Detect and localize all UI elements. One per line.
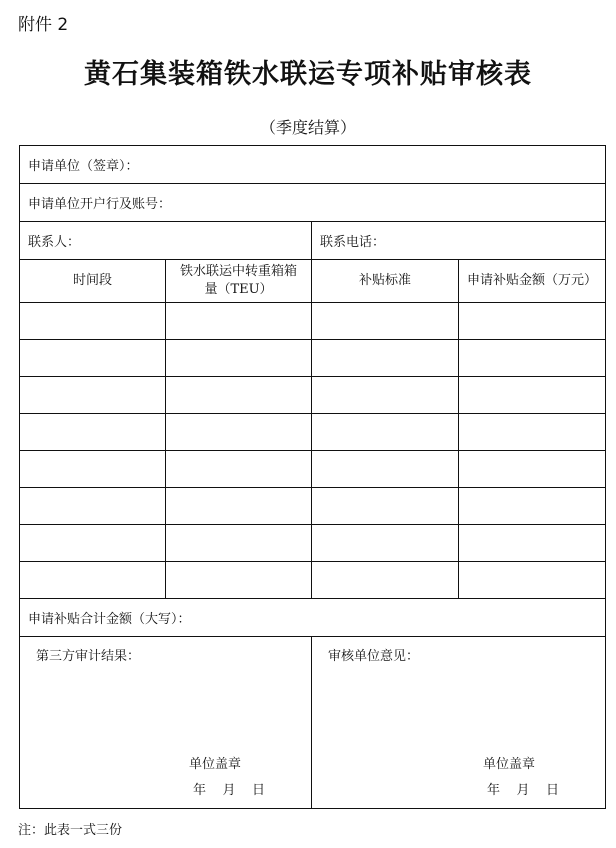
- table-row: [20, 377, 606, 414]
- table-cell[interactable]: [459, 562, 606, 599]
- audit-seal-label: 单位盖章: [188, 757, 241, 772]
- table-cell[interactable]: [166, 562, 312, 599]
- table-row: [20, 340, 606, 377]
- table-cell[interactable]: [312, 303, 459, 340]
- table-cell[interactable]: [20, 525, 166, 562]
- table-cell[interactable]: [20, 377, 166, 414]
- table-row: [20, 488, 606, 525]
- contact-phone-field[interactable]: 联系电话：: [312, 222, 606, 260]
- applicant-unit-field[interactable]: 申请单位（签章）：: [20, 146, 606, 184]
- column-header-amount: 申请补贴金额（万元）: [459, 260, 606, 303]
- audit-date-label: 年 月 日: [192, 783, 265, 798]
- data-rows: [20, 303, 606, 599]
- column-header-period: 时间段: [20, 260, 166, 303]
- table-cell[interactable]: [166, 488, 312, 525]
- table-cell[interactable]: [312, 525, 459, 562]
- table-cell[interactable]: [459, 451, 606, 488]
- table-row: [20, 562, 606, 599]
- page-title: 黄石集装箱铁水联运专项补贴审核表: [84, 59, 532, 90]
- page-subtitle: （季度结算）: [259, 118, 356, 137]
- table-cell[interactable]: [166, 414, 312, 451]
- table-header-row: [20, 260, 606, 303]
- attachment-label: 附件 2: [18, 15, 69, 35]
- table-cell[interactable]: [166, 451, 312, 488]
- footnote: 注：此表一式三份: [18, 823, 123, 838]
- total-amount-field[interactable]: 申请补贴合计金额（大写）：: [20, 599, 606, 637]
- column-header-teu: 铁水联运中转重箱箱量（TEU）: [166, 260, 312, 303]
- review-date-label: 年 月 日: [486, 783, 560, 798]
- table-row: [20, 414, 606, 451]
- audit-result-label: 第三方审计结果：: [36, 649, 141, 664]
- table-cell[interactable]: [20, 414, 166, 451]
- table-cell[interactable]: [459, 525, 606, 562]
- table-cell[interactable]: [166, 303, 312, 340]
- table-row: [20, 525, 606, 562]
- table-cell[interactable]: [20, 340, 166, 377]
- table-cell[interactable]: [20, 303, 166, 340]
- table-row: [20, 451, 606, 488]
- table-cell[interactable]: [166, 377, 312, 414]
- table-cell[interactable]: [312, 414, 459, 451]
- table-cell[interactable]: [459, 488, 606, 525]
- table-cell[interactable]: [459, 303, 606, 340]
- review-seal-label: 单位盖章: [483, 757, 536, 772]
- table-cell[interactable]: [166, 340, 312, 377]
- table-cell[interactable]: [312, 488, 459, 525]
- table-cell[interactable]: [459, 377, 606, 414]
- table-cell[interactable]: [20, 451, 166, 488]
- contact-person-field[interactable]: 联系人：: [20, 222, 312, 260]
- table-cell[interactable]: [166, 525, 312, 562]
- table-cell[interactable]: [312, 562, 459, 599]
- review-opinion-cell[interactable]: [312, 637, 606, 809]
- table-row: [20, 303, 606, 340]
- audit-result-cell[interactable]: [20, 637, 312, 809]
- table-cell[interactable]: [20, 562, 166, 599]
- table-cell[interactable]: [459, 414, 606, 451]
- table-cell[interactable]: [312, 377, 459, 414]
- table-cell[interactable]: [20, 488, 166, 525]
- review-opinion-label: 审核单位意见：: [328, 649, 420, 664]
- subsidy-review-form: [19, 145, 606, 809]
- table-cell[interactable]: [459, 340, 606, 377]
- table-cell[interactable]: [312, 340, 459, 377]
- column-header-standard: 补贴标准: [312, 260, 459, 303]
- bank-account-field[interactable]: 申请单位开户行及账号：: [20, 184, 606, 222]
- table-cell[interactable]: [312, 451, 459, 488]
